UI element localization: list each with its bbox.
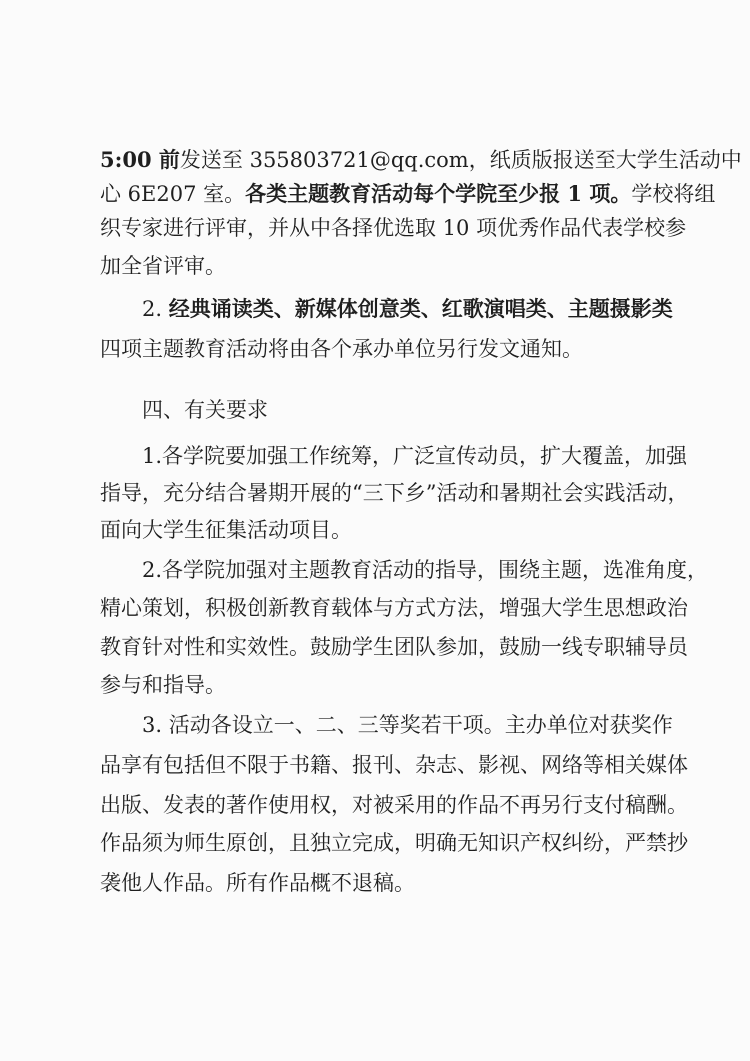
paragraph-line: 面向大学生征集活动项目。 (100, 518, 352, 542)
paragraph-line: 作品须为师生原创，且独立完成，明确无知识产权纠纷，严禁抄 (100, 831, 688, 855)
paragraph-line (100, 145, 742, 175)
paragraph-line: 精心策划，积极创新教育载体与方式方法，增强大学生思想政治 (100, 596, 688, 620)
text-run: 学校将组 (631, 182, 716, 206)
text-run: 发送至 355803721@qq.com，纸质版报送至大学生活动中 (179, 148, 742, 172)
bold-requirement: 各类主题教育活动每个学院至少报 1 项。 (245, 181, 632, 206)
section-title: 四、有关要求 (142, 398, 268, 422)
paragraph-line: 织专家进行评审，并从中各择优选取 10 项优秀作品代表学校参 (100, 216, 687, 240)
bold-categories: 经典诵读类、新媒体创意类、红歌演唱类、主题摄影类 (168, 296, 673, 321)
paragraph-line: 品享有包括但不限于书籍、报刊、杂志、影视、网络等相关媒体 (100, 753, 688, 777)
paragraph-line: 四项主题教育活动将由各个承办单位另行发文通知。 (100, 337, 583, 361)
paragraph-line: 3. 活动各设立一、二、三等奖若干项。主办单位对获奖作 (142, 713, 673, 737)
text-run: 心 6E207 室。 (100, 182, 246, 206)
paragraph-line: 加全省评审。 (100, 254, 226, 278)
paragraph-line (100, 179, 716, 209)
paragraph-line: 教育针对性和实效性。鼓励学生团队参加，鼓励一线专职辅导员 (100, 635, 688, 659)
paragraph-line (142, 294, 673, 324)
paragraph-line: 1.各学院要加强工作统筹，广泛宣传动员，扩大覆盖，加强 (142, 444, 688, 468)
paragraph-line: 出版、发表的著作使用权，对被采用的作品不再另行支付稿酬。 (100, 793, 688, 817)
paragraph-line: 袭他人作品。所有作品概不退稿。 (100, 871, 415, 895)
paragraph-line: 指导，充分结合暑期开展的“三下乡”活动和暑期社会实践活动， (100, 481, 689, 505)
deadline-time: 5:00 前 (100, 147, 180, 172)
paragraph-line: 参与和指导。 (100, 673, 226, 697)
paragraph-line: 2.各学院加强对主题教育活动的指导，围绕主题，选准角度， (142, 558, 709, 582)
item-number: 2. (142, 297, 169, 321)
